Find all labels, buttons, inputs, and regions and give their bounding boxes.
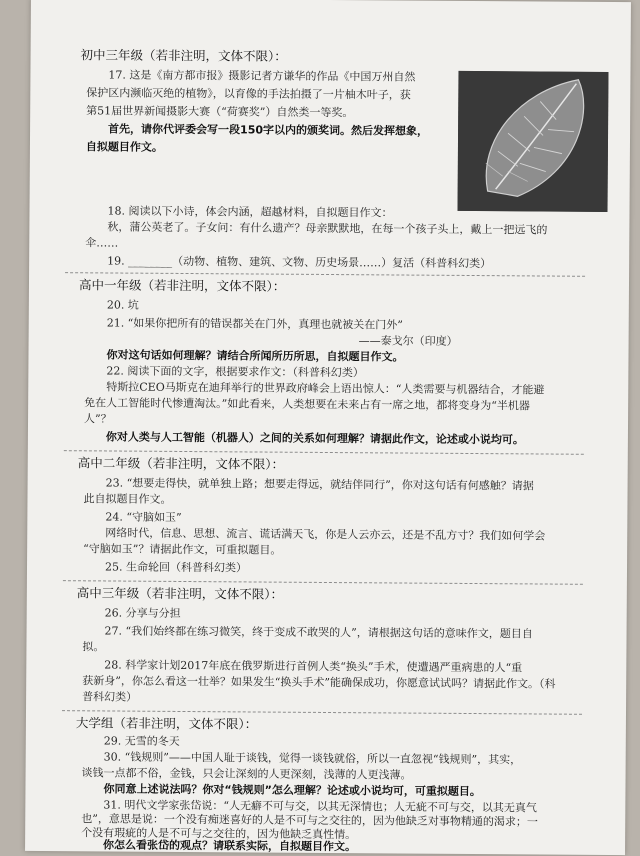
question-text: 秋，蒲公英老了。子女问：有什么遗产？母亲默默地，在每一个孩子头上，戴上一把远飞的: [107, 220, 548, 237]
question-text: 此自拟题目作文。: [83, 492, 172, 506]
question-text: 普科幻类）: [82, 690, 138, 704]
question-text: 个没有瑕疵的人是不可与之交往的，因为他缺乏真性情。: [81, 826, 357, 842]
section-header: 高中一年级（若非注明，文体不限）：: [78, 277, 286, 294]
question-text: 18. 阅读以下小诗，体会内涵，超越材料，自拟题目作文：: [107, 204, 393, 220]
question-text: 30. “钱规则”——中国人耻于谈钱，觉得一谈钱就俗，所以一直忽视“钱规则”，其实，: [103, 750, 522, 767]
question-text: 伞……: [85, 236, 119, 250]
question-text: 22. 阅读下面的文字，根据要求作文：（科普科幻类）: [106, 364, 364, 380]
question-prompt: 你怎么看张岱的观点？请联系实际，自拟题目作文。: [103, 838, 357, 854]
question-text: 28. 科学家计划2017年底在俄罗斯进行首例人类“换头”手术，使遭遇严重病患的人“重: [104, 658, 523, 675]
section-header: 初中三年级（若非注明，文体不限）：: [80, 47, 287, 64]
section-divider: [64, 450, 584, 455]
question-text: 免在人工智能时代惨遭淘汰。”如此看来，人类想要在未来占有一席之地，都将变身为“半机器: [84, 396, 530, 413]
question-text: 保护区内濒临灭绝的植物》，以育像的手法拍摄了一片柚木叶子，获: [86, 86, 411, 102]
section-divider: [65, 272, 585, 277]
question-text: “守脑如玉”？请据此作文，可重拟题目。: [83, 542, 282, 557]
section-divider: [62, 710, 582, 715]
question-text: 17. 这是《南方都市报》摄影记者方谦华的作品《中国万州自然: [108, 68, 416, 84]
question-text: 20. 坑: [106, 298, 139, 312]
question-text: 谈钱一点都不俗，金钱，只会让深刻的人更深刻，浅薄的人更浅薄。: [81, 766, 412, 782]
question-prompt: 你对人类与人工智能（机器人）之间的关系如何理解？请据此作文，论述或小说均可。: [105, 430, 524, 447]
question-prompt: 首先，请你代评委会写一段150字以内的颁奖词。然后发挥想象，: [108, 122, 429, 138]
question-prompt: 自拟题目作文。: [85, 140, 163, 154]
question-text: 24. “守脑如玉”: [105, 510, 182, 524]
question-text: 29. 无雪的冬天: [103, 734, 180, 748]
question-text: ——泰戈尔（印度）: [358, 334, 458, 348]
question-prompt: 你对这句话如何理解？请结合所闻所历所思，自拟题目作文。: [106, 348, 404, 364]
question-text: 也”，意思是说：一个没有痴迷喜好的人是不可与之交往的，因为他缺乏对事物精通的渴求；一: [81, 812, 538, 829]
section-header: 高中二年级（若非注明，文体不限）：: [77, 455, 285, 472]
question-text: 31. 明代文学家张岱说：“人无癖不可与交，以其无深情也；人无疵不可与交，以其无真气: [103, 798, 538, 815]
question-text: 26. 分享与分担: [104, 606, 181, 620]
question-text: 21. “如果你把所有的错误都关在门外，真理也就被关在门外”: [106, 316, 404, 332]
section-header: 高中三年级（若非注明，文体不限）：: [76, 585, 284, 602]
question-text: 27. “我们始终都在练习微笑，终于变成不敢哭的人”，请根据这句话的意味作文，题目自: [104, 624, 533, 641]
paper-sheet: [25, 0, 631, 855]
question-text: 网络时代，信息、思想、流言、谎话满天飞，你是人云亦云，还是不乱方寸？我们如何学会: [105, 526, 546, 543]
question-prompt: 你同意上述说法吗？你对“钱规则”怎么理解？论述或小说均可，可重拟题目。: [103, 782, 481, 799]
question-text: 拟。: [82, 640, 105, 654]
question-text: 25. 生命轮回（科普科幻类）: [104, 560, 248, 575]
question-text: 获新身”，你怎么看这一壮举？如果发生“换头手术”能确保成功，你愿意试试吗？请据此作文。（科: [82, 674, 556, 691]
question-text: 特斯拉CEO马斯克在迪拜举行的世界政府峰会上语出惊人：“人类需要与机器结合，才能避: [106, 380, 545, 397]
question-text: 第51届世界新闻摄影大赛（“荷赛奖”）自然类一等奖。: [86, 104, 354, 120]
section-divider: [63, 580, 583, 585]
question-text: 19. ________（动物、植物、建筑、文物、历史场景……）复活（科普科幻类）: [107, 254, 492, 271]
question-text: 人”？: [84, 412, 112, 426]
question-text: 23. “想要走得快，就单独上路；想要走得远，就结伴同行”，你对这句话有何感触？请据: [105, 476, 534, 493]
section-header: 大学组（若非注明，文体不限）：: [75, 715, 258, 732]
leaf-photo: [458, 71, 609, 212]
